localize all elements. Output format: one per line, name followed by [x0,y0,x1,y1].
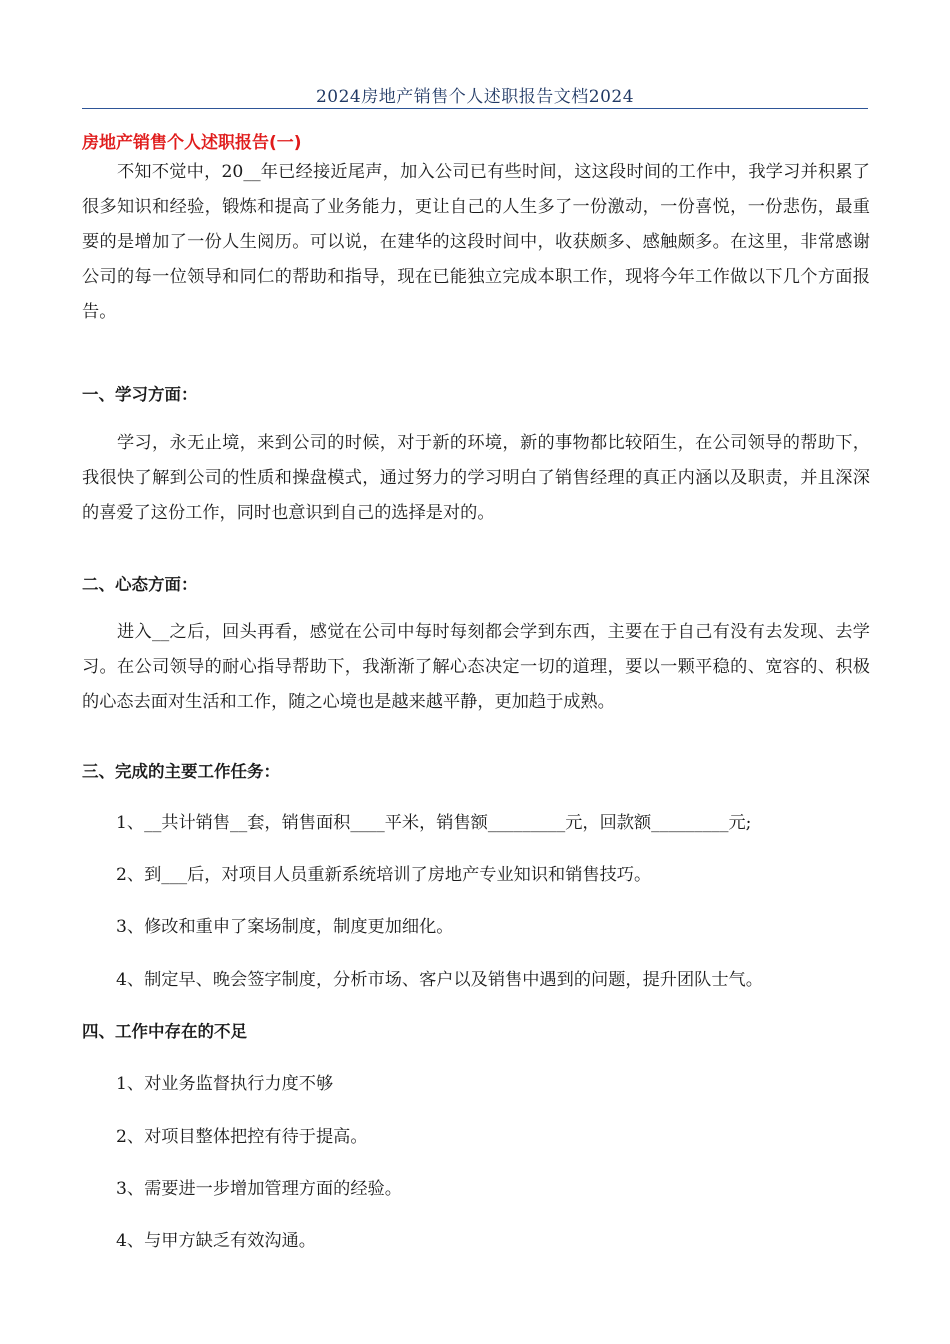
task-item-3: 3、修改和重申了案场制度，制度更加细化。 [116,917,454,937]
section-body-study: 学习，永无止境，来到公司的时候，对于新的环境，新的事物都比较陌生，在公司领导的帮助下，我很快了解到公司的性质和操盘模式，通过努力的学习明白了销售经理的真正内涵以及职责，并且深深的喜爱了这份工作，同时也意识到自己的选择是对的。 [82,433,870,523]
document-title: 房地产销售个人述职报告(一) [82,133,302,153]
intro-paragraph: 不知不觉中，20__年已经接近尾声，加入公司已有些时间，这这段时间的工作中，我学习并积累了很多知识和经验，锻炼和提高了业务能力，更让自己的人生多了一份激动，一份喜悦，一份悲伤，最重要的是增加了一份人生阅历。可以说，在建华的这段时间中，收获颇多、感触颇多。在这里，非常感谢公司的每一位领导和同仁的帮助和指导，现在已能独立完成本职工作，现将今年工作做以下几个方面报告。 [82,162,870,322]
shortcoming-item-1: 1、对业务监督执行力度不够 [116,1074,334,1094]
section-heading-tasks: 三、完成的主要工作任务： [82,762,280,781]
task-item-2: 2、到___后，对项目人员重新系统培训了房地产专业知识和销售技巧。 [116,865,652,885]
section-heading-mindset: 二、心态方面： [82,575,198,594]
task-item-4: 4、制定早、晚会签字制度，分析市场、客户以及销售中遇到的问题，提升团队士气。 [116,970,763,990]
section-heading-study: 一、学习方面： [82,385,198,404]
shortcoming-item-2: 2、对项目整体把控有待于提高。 [116,1127,368,1147]
page-header-title: 2024房地产销售个人述职报告文档2024 [315,87,635,107]
section-body-mindset: 进入__之后，回头再看，感觉在公司中每时每刻都会学到东西，主要在于自己有没有去发现、去学习。在公司领导的耐心指导帮助下，我渐渐了解心态决定一切的道理，要以一颗平稳的、宽容的、积极的心态去面对生活和工作，随之心境也是越来越平静，更加趋于成熟。 [82,622,870,712]
section-heading-shortcomings: 四、工作中存在的不足 [82,1022,247,1041]
header-divider [82,108,868,109]
shortcoming-item-3: 3、需要进一步增加管理方面的经验。 [116,1179,402,1199]
task-item-1: 1、__共计销售__套，销售面积____平米，销售额_________元，回款额_________元; [116,813,752,833]
shortcoming-item-4: 4、与甲方缺乏有效沟通。 [116,1231,316,1251]
